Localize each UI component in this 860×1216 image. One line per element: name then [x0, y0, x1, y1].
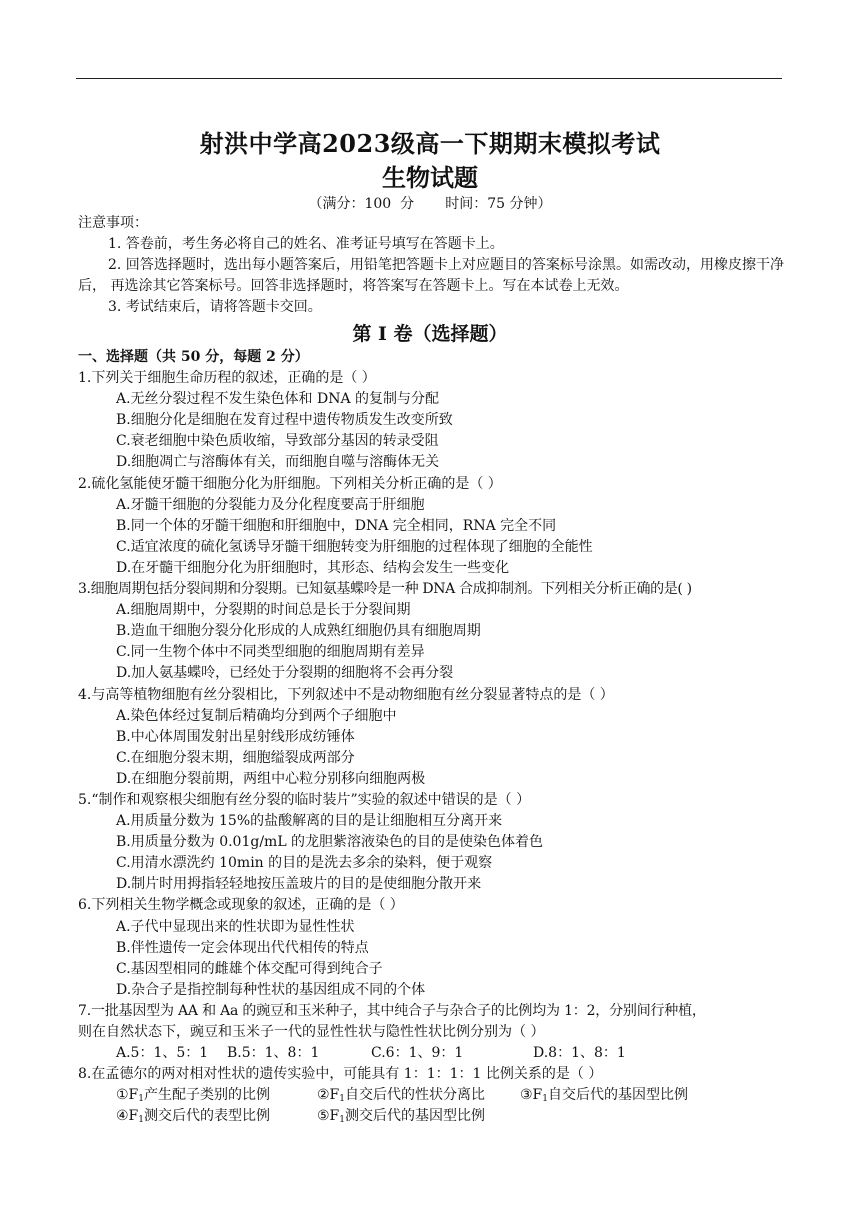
- statement-item: ⑤F1测交后代的基因型比例: [317, 1108, 485, 1126]
- exam-subject: 生物试题: [382, 163, 478, 192]
- questions-block: [78, 347, 784, 1127]
- question-option: D.制片时用拇指轻轻地按压盖玻片的目的是使细胞分散开来: [116, 876, 482, 893]
- question-option: B.伴性遗传一定会体现出代代相传的特点: [116, 939, 369, 956]
- question-stem-continued: 则在自然状态下，豌豆和玉米子一代的显性性状与隐性性状比例分别为（ ）: [78, 1024, 545, 1040]
- question: [78, 790, 784, 895]
- question-option: D.加人氨基蝶呤，已经处于分裂期的细胞将不会再分裂: [116, 665, 454, 682]
- statement-item: ②F1自交后代的性状分离比: [317, 1087, 485, 1105]
- question-option: D.杂合子是指控制每种性状的基因组成不同的个体: [116, 981, 426, 998]
- question-option: C.在细胞分裂末期，细胞缢裂成两部分: [116, 749, 355, 766]
- statement-item: ①F1产生配子类别的比例: [116, 1087, 270, 1105]
- statement-item: ④F1测交后代的表型比例: [116, 1108, 270, 1126]
- question-option: B.造血干细胞分裂分化形成的人成熟红细胞仍具有细胞周期: [116, 623, 481, 640]
- question-options-row: [78, 1043, 784, 1064]
- question-option: A.染色体经过复制后精确均分到两个子细胞中: [116, 707, 397, 724]
- question-stem: 8.在孟德尔的两对相对性状的遗传实验中，可能具有 1：1：1：1 比例关系的是（ ）: [78, 1066, 603, 1083]
- question-option: A.牙髓干细胞的分裂能力及分化程度要高于肝细胞: [116, 496, 425, 513]
- question-stem: 4.与高等植物细胞有丝分裂相比，下列叙述中不是动物细胞有丝分裂显著特点的是（ ）: [78, 686, 614, 703]
- question-option: D.在细胞分裂前期，两组中心粒分别移向细胞两极: [116, 770, 426, 787]
- notes-heading: 注意事项：: [78, 215, 148, 231]
- question-stem: 3.细胞周期包括分裂间期和分裂期。已知氨基蝶呤是一种 DNA 合成抑制剂。下列相关分析正确的是( ): [78, 581, 692, 598]
- question: [78, 368, 784, 473]
- question: [78, 1064, 784, 1127]
- question-stem: 7.一批基因型为 AA 和 Aa 的豌豆和玉米种子，其中纯合子与杂合子的比例均为 1：2，分别间行种植，: [78, 1002, 706, 1019]
- question-items-row: [78, 1085, 784, 1106]
- question-option: C.基因型相同的雌雄个体交配可得到纯合子: [116, 960, 383, 977]
- question-stem: 5.“制作和观察根尖细胞有丝分裂的临时装片”实验的叙述中错误的是（ ）: [78, 791, 531, 808]
- note-item: 2. 回答选择题时，选出每小题答案后，用铅笔把答题卡上对应题目的答案标号涂黑。如需改动，用橡皮擦干净后， 再选涂其它答案标号。回答非选择题时，将答案写在答题卡上。写在本试卷上无效。: [78, 257, 784, 295]
- question-stem: 6.下列相关生物学概念或现象的叙述，正确的是（ ）: [78, 897, 404, 914]
- question-option: B.5：1、8：1: [227, 1045, 320, 1062]
- question-option: A.细胞周期中，分裂期的时间总是长于分裂间期: [116, 602, 411, 619]
- header-rule: [76, 78, 782, 79]
- question-option: C.同一生物个体中不同类型细胞的细胞周期有差异: [116, 644, 425, 661]
- question-option: C.适宜浓度的硫化氢诱导牙髓干细胞转变为肝细胞的过程体现了细胞的全能性: [116, 538, 593, 555]
- question-option: B.中心体周围发射出星射线形成纺锤体: [116, 728, 355, 745]
- note-item: 3. 考试结束后，请将答题卡交回。: [108, 299, 322, 316]
- question: [78, 1001, 784, 1064]
- statement-item: ③F1自交后代的基因型比例: [520, 1087, 688, 1105]
- question-option: B.细胞分化是细胞在发育过程中遗传物质发生改变所致: [116, 412, 453, 429]
- question-option: C.6：1、9：1: [371, 1045, 464, 1062]
- part-heading: 一、选择题（共 50 分，每题 2 分）: [78, 349, 309, 365]
- notes-block: [78, 213, 784, 318]
- question-option: D.在牙髓干细胞分化为肝细胞时，其形态、结构会发生一些变化: [116, 559, 510, 576]
- question-option: A.无丝分裂过程不发生染色体和 DNA 的复制与分配: [116, 391, 440, 408]
- note-item: 1. 答卷前，考生务必将自己的姓名、准考证号填写在答题卡上。: [108, 236, 504, 253]
- question: [78, 685, 784, 790]
- question-option: D.细胞凋亡与溶酶体有关，而细胞自噬与溶酶体无关: [116, 454, 440, 471]
- question-stem: 1.下列关于细胞生命历程的叙述，正确的是（ ）: [78, 370, 376, 387]
- section-title: 第 I 卷（选择题）: [352, 323, 508, 345]
- question-option: A.用质量分数为 15%的盐酸解离的目的是让细胞相互分离开来: [116, 813, 503, 830]
- question-option: B.同一个体的牙髓干细胞和肝细胞中，DNA 完全相同，RNA 完全不同: [116, 517, 557, 534]
- question-stem: 2.硫化氢能使牙髓干细胞分化为肝细胞。下列相关分析正确的是（ ）: [78, 475, 502, 492]
- exam-title: 射洪中学高2023级高一下期期末模拟考试: [199, 129, 661, 158]
- question-option: A.5：1、5：1: [116, 1045, 209, 1062]
- question-items-row: [78, 1106, 784, 1127]
- question-option: C.衰老细胞中染色质收缩，导致部分基因的转录受阻: [116, 433, 439, 450]
- question: [78, 474, 784, 579]
- question-option: B.用质量分数为 0.01g/mL 的龙胆紫溶液染色的目的是使染色体着色: [116, 834, 544, 851]
- question-option: C.用清水漂洗约 10min 的目的是洗去多余的染料，便于观察: [116, 855, 493, 872]
- question: [78, 895, 784, 1000]
- question-option: D.8：1、8：1: [533, 1045, 626, 1062]
- question-option: A.子代中显现出来的性状即为显性性状: [116, 918, 355, 935]
- exam-meta: （满分：100 分 时间：75 分钟）: [308, 196, 552, 212]
- question: [78, 579, 784, 684]
